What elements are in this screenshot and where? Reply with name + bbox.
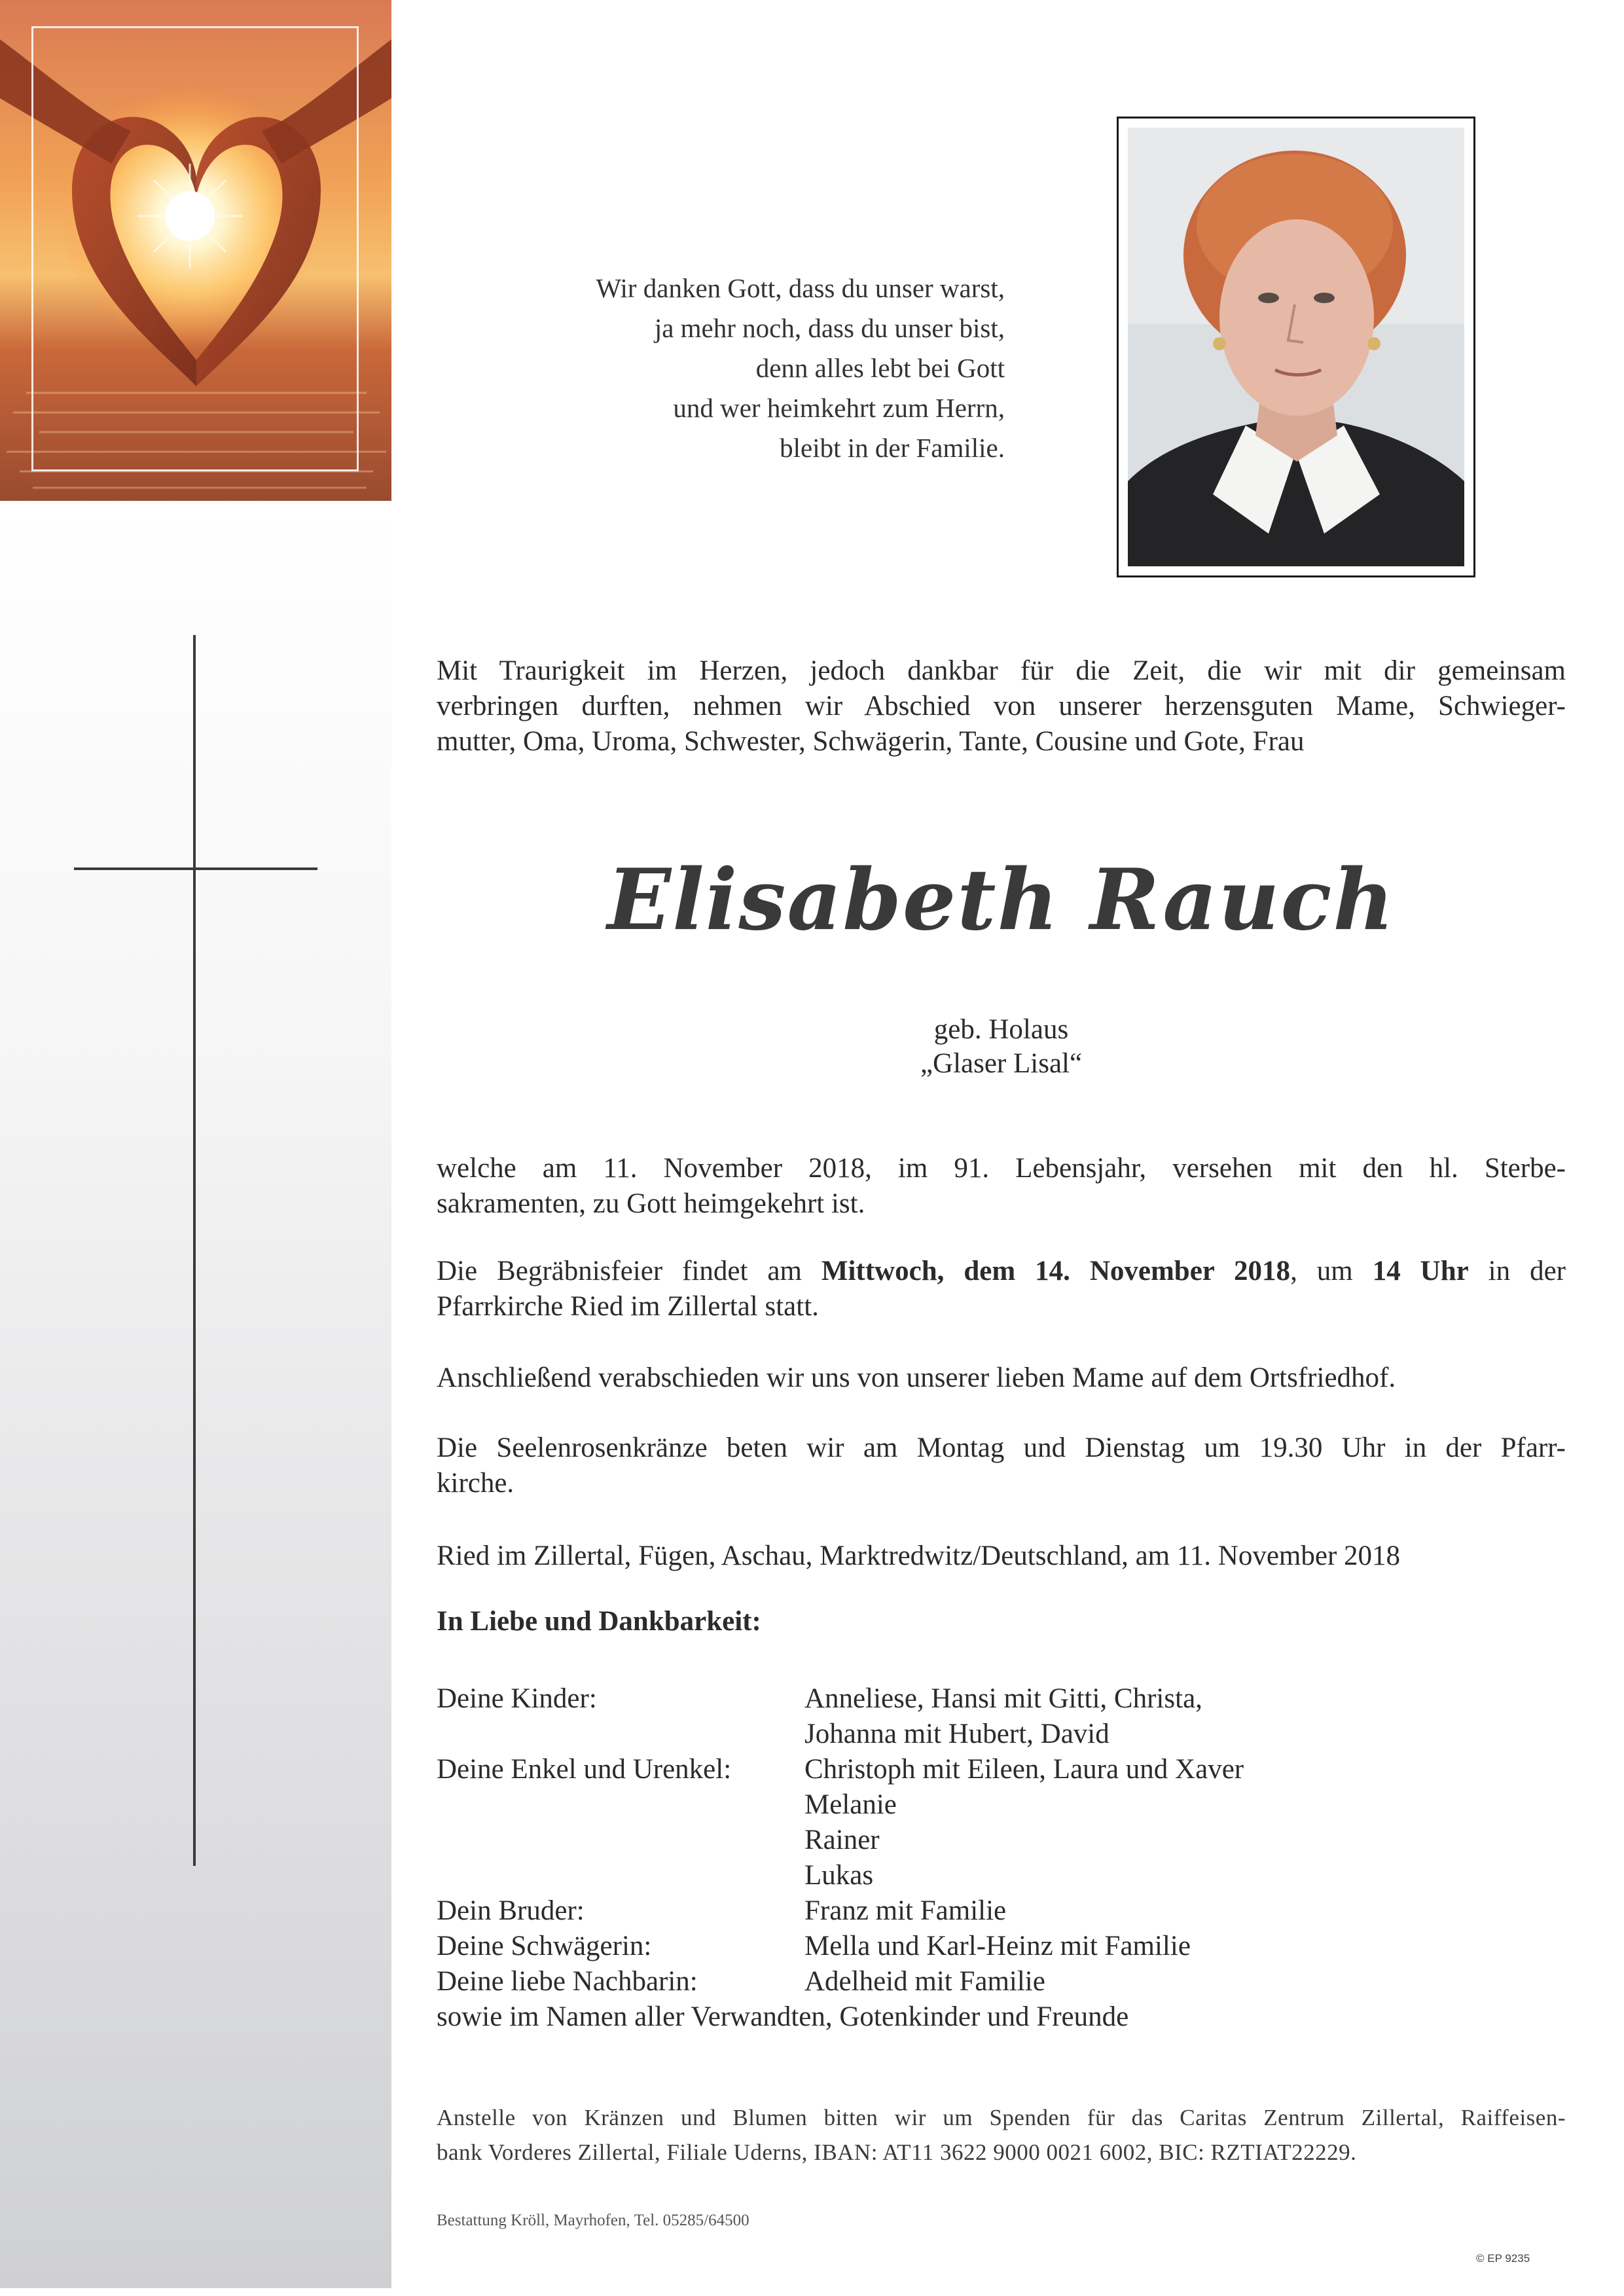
family-role: Deine Kinder: (437, 1683, 597, 1714)
family-heading: In Liebe und Dankbarkeit: (437, 1606, 761, 1637)
intro-line: Mit Traurigkeit im Herzen, jedoch dankbar für die Zeit, die wir mit dir gemeinsam (437, 655, 1566, 686)
family-names: Johanna mit Hubert, David (804, 1719, 1110, 1749)
poem-line: bleibt in der Familie. (780, 433, 1005, 463)
family-names: Christoph mit Eileen, Laura und Xaver (804, 1754, 1244, 1785)
cross-horizontal-bar (74, 867, 317, 870)
family-names: Rainer (804, 1825, 880, 1855)
undertaker-info: Bestattung Kröll, Mayrhofen, Tel. 05285/64500 (437, 2212, 749, 2229)
poem-line: ja mehr noch, dass du unser bist, (654, 313, 1005, 343)
rosary-line: kirche. (437, 1468, 514, 1499)
burial-line: Anschließend verabschieden wir uns von unserer lieben Mame auf dem Ortsfriedhof. (437, 1362, 1396, 1393)
deceased-name: Elisabeth Rauch (607, 851, 1396, 949)
family-role: Dein Bruder: (437, 1895, 585, 1926)
funeral-time: 14 Uhr (1372, 1256, 1469, 1286)
place-date: Ried im Zillertal, Fügen, Aschau, Marktredwitz/Deutschland, am 11. November 2018 (437, 1540, 1401, 1571)
poem-line: und wer heimkehrt zum Herrn, (673, 393, 1005, 423)
family-role: Deine Schwägerin: (437, 1931, 652, 1961)
poem-line: Wir danken Gott, dass du unser warst, (596, 273, 1005, 303)
family-names: Franz mit Familie (804, 1895, 1007, 1926)
intro-line: mutter, Oma, Uroma, Schwester, Schwägerin, Tante, Cousine und Gote, Frau (437, 726, 1305, 757)
funeral-date: Mittwoch, dem 14. November 2018 (821, 1256, 1291, 1286)
sunset-image-frame (31, 26, 359, 471)
portrait-photo (1117, 117, 1475, 577)
poem (406, 268, 1005, 468)
sunset-heart-image (0, 0, 391, 501)
rosary-line: Die Seelenrosenkränze beten wir am Montag und Dienstag um 19.30 Uhr in der Pfarr- (437, 1432, 1566, 1463)
family-names: Adelheid mit Familie (804, 1966, 1045, 1997)
family-names: Mella und Karl-Heinz mit Familie (804, 1931, 1191, 1961)
family-final-line: sowie im Namen aller Verwandten, Gotenkinder und Freunde (437, 2001, 1129, 2032)
intro-line: verbringen durften, nehmen wir Abschied von unserer herzensguten Mame, Schwieger- (437, 691, 1566, 721)
birth-name: geb. Holaus (933, 1014, 1069, 1045)
family-names: Lukas (804, 1860, 874, 1891)
funeral-text: Die Begräbnisfeier findet am (437, 1256, 821, 1286)
death-notice (437, 1151, 1566, 1222)
family-role: Deine Enkel und Urenkel: (437, 1754, 732, 1785)
death-notice-line: sakramenten, zu Gott heimgekehrt ist. (437, 1188, 865, 1219)
ep-mark: © EP 9235 (1476, 2252, 1530, 2265)
donation-note (437, 2100, 1566, 2170)
family-names: Melanie (804, 1789, 897, 1820)
nickname: „Glaser Lisal“ (920, 1048, 1083, 1079)
donation-line: Anstelle von Kränzen und Blumen bitten wir um Spenden für das Caritas Zentrum Zillertal, Raiffeisen- (437, 2105, 1566, 2130)
funeral-paragraph (437, 1254, 1566, 1324)
poem-line: denn alles lebt bei Gott (755, 353, 1005, 383)
rosary-paragraph (437, 1430, 1566, 1501)
family-names: Anneliese, Hansi mit Gitti, Christa, (804, 1683, 1202, 1714)
death-notice-line: welche am 11. November 2018, im 91. Lebensjahr, versehen mit den hl. Sterbe- (437, 1153, 1566, 1184)
donation-line: bank Vorderes Zillertal, Filiale Uderns, IBAN: AT11 3622 9000 0021 6002, BIC: RZTIAT22229. (437, 2140, 1357, 2165)
funeral-text: , um (1290, 1256, 1373, 1286)
family-role: Deine liebe Nachbarin: (437, 1966, 698, 1997)
funeral-line (437, 1254, 1566, 1289)
funeral-text: in der (1468, 1256, 1566, 1286)
left-gradient-strip (0, 501, 391, 2288)
cross-vertical-bar (193, 635, 196, 1866)
funeral-line: Pfarrkirche Ried im Zillertal statt. (437, 1291, 819, 1322)
intro-paragraph (437, 653, 1566, 759)
